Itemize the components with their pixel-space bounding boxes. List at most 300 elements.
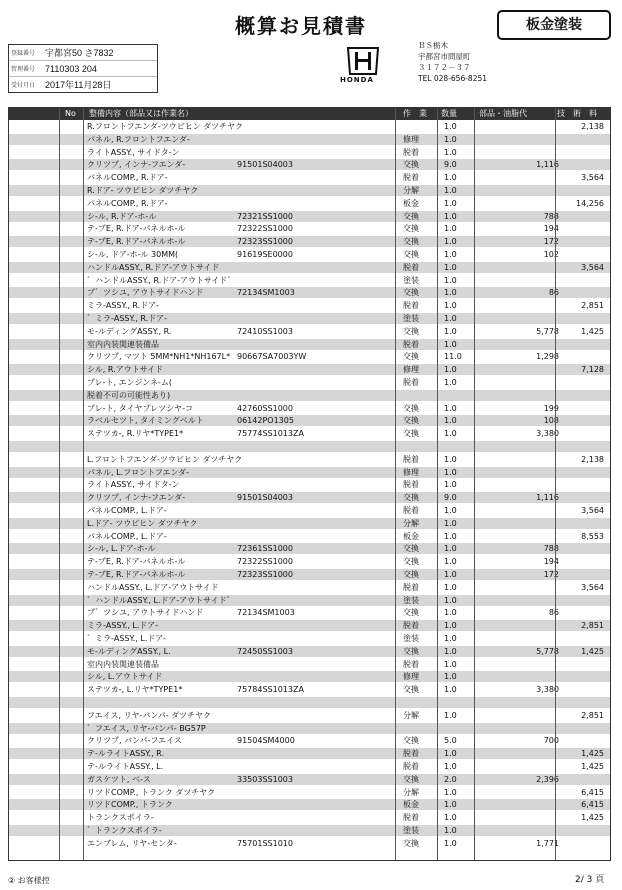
quantity: 1.0 [444, 570, 457, 579]
table-row [9, 684, 610, 695]
quantity: 1.0 [444, 826, 457, 835]
table-row [9, 339, 610, 350]
quantity: 1.0 [444, 762, 457, 771]
info-row-date [9, 77, 157, 92]
item-description: トランクスポイラ- [87, 813, 154, 823]
table-row [9, 467, 610, 478]
work-type: 塗装 [403, 634, 419, 643]
quantity: 1.0 [444, 429, 457, 439]
work-type: 修理 [403, 672, 419, 682]
parts-fee: 102 [543, 250, 559, 259]
table-row [9, 492, 610, 503]
item-description: ミラ-ASSY., R.ドア- [87, 301, 159, 311]
work-type: 塗装 [403, 275, 419, 285]
item-description: クリツプ, インナ-フエンダ- [87, 160, 186, 170]
dealer-info [418, 40, 487, 84]
dealer-number: ３１７２－３７ [418, 63, 471, 72]
quantity: 1.0 [444, 262, 457, 272]
quantity: 1.0 [444, 544, 457, 554]
work-type: 脱着 [403, 749, 419, 759]
work-type: 交換 [403, 429, 419, 439]
parts-fee: 172 [543, 237, 559, 247]
item-description: ゛トランクスポイラ- [87, 826, 162, 835]
part-number: 72410SS1003 [237, 326, 293, 336]
table-row [9, 275, 610, 286]
tech-fee: 8,553 [581, 531, 604, 541]
item-description: テ-ルライトASSY., L. [87, 762, 164, 771]
work-type: 交換 [403, 288, 419, 298]
table-row [9, 735, 610, 746]
part-number: 72322SS1000 [237, 224, 293, 234]
work-type: 修理 [403, 365, 419, 375]
table-row [9, 761, 610, 772]
item-description: ハンドルASSY., R.ドア-アウトサイド [87, 262, 220, 272]
quantity: 1.0 [444, 659, 457, 669]
part-number: 91504SM4000 [237, 736, 295, 746]
tech-fee: 3,564 [581, 582, 604, 592]
item-description: クリツプ, マツト 5MM*NH1*NH167L* [87, 352, 231, 362]
quantity: 1.0 [444, 467, 457, 477]
work-type: 脱着 [403, 582, 419, 592]
item-description: パネルCOMP., R.ドア- [87, 198, 168, 208]
work-type: 脱着 [403, 173, 419, 183]
work-type: 交換 [403, 326, 419, 336]
item-description: L.フロントフエンダ-ツウビヒン ダツチヤク [87, 454, 243, 464]
table-row [9, 223, 610, 234]
table-row [9, 172, 610, 183]
tech-fee: 3,564 [581, 262, 604, 272]
table-row [9, 710, 610, 721]
dealer-tel: TEL 028-656-8251 [418, 74, 488, 83]
quantity: 1.0 [444, 800, 457, 810]
work-type: 分解 [403, 518, 419, 528]
item-description: シ-ル, R.ドア-ホ-ル [87, 211, 157, 221]
table-row [9, 198, 610, 209]
item-description: モ-ルディングASSY., L. [87, 646, 171, 656]
item-description: 室内内装関連装備品 [87, 339, 159, 349]
quantity: 1.0 [444, 813, 457, 823]
item-description: テ-プE, R.ドア-パネルホ-ル [87, 570, 186, 579]
info-row-management [9, 61, 157, 77]
table-row [9, 556, 610, 567]
quantity: 1.0 [444, 365, 457, 375]
work-type: 脱着 [403, 301, 419, 311]
work-type: 脱着 [403, 762, 419, 771]
table-row [9, 262, 610, 273]
work-type: 交換 [403, 570, 419, 579]
page-title: 概算お見積書 [235, 14, 367, 38]
work-type: 交換 [403, 736, 419, 746]
work-type: 分解 [403, 787, 419, 797]
quantity: 1.0 [444, 301, 457, 311]
work-type: 交換 [403, 608, 419, 618]
brand-name: HONDA [340, 76, 374, 84]
header-parts-fee: 部品・油脂代 [479, 109, 527, 118]
work-type: 脱着 [403, 339, 419, 349]
item-description: クリツプ, バンパ-フエイス [87, 736, 182, 746]
column-divider [555, 108, 556, 860]
tech-fee: 14,256 [576, 198, 604, 208]
item-description: シル, R.アウトサイド [87, 365, 164, 375]
quantity: 1.0 [444, 621, 457, 631]
table-row [9, 543, 610, 554]
parts-fee: 3,380 [536, 685, 559, 695]
work-type: 交換 [403, 685, 419, 695]
item-description: ガスケツト, ベ-ス [87, 774, 151, 784]
table-row [9, 505, 610, 516]
part-number: 72361SS1000 [237, 544, 293, 554]
item-description: ステツカ-, R.リヤ*TYPE1* [87, 429, 184, 439]
table-row [9, 774, 610, 785]
quantity: 1.0 [444, 506, 457, 515]
quantity: 1.0 [444, 454, 457, 464]
parts-fee: 3,380 [536, 429, 559, 439]
work-type: 板金 [403, 531, 419, 541]
work-type: 交換 [403, 211, 419, 221]
table-row [9, 748, 610, 759]
item-description: リツドCOMP., トランク [87, 800, 173, 810]
table-row [9, 479, 610, 490]
item-description: 室内内装関連装備品 [87, 659, 159, 669]
table-row [9, 454, 610, 465]
item-description: ハンドルASSY., L.ドア-アウトサイド [87, 582, 219, 592]
quantity: 1.0 [444, 186, 457, 195]
item-description: ゛ミラ-ASSY., R.ドア- [87, 314, 167, 323]
item-description: シ-ル, L.ドア-ホ-ル [87, 544, 156, 554]
category-badge: 板金塗装 [497, 10, 611, 40]
parts-fee: 86 [548, 288, 559, 298]
header-work: 作 業 [403, 109, 427, 118]
part-number: 72321SS1000 [237, 211, 293, 221]
quantity: 1.0 [444, 237, 457, 247]
header-no: No [65, 109, 76, 118]
tech-fee: 2,138 [581, 122, 604, 131]
quantity: 2.0 [444, 774, 457, 784]
item-description: テ-ルライトASSY., R. [87, 749, 164, 759]
item-description: プ゛ツシユ, アウトサイドハンド [87, 288, 204, 298]
work-type: 脱着 [403, 813, 419, 823]
work-type: 脱着 [403, 454, 419, 464]
table-row [9, 569, 610, 580]
work-type: 脱着 [403, 147, 419, 157]
work-type: 交換 [403, 160, 419, 170]
table-row [9, 441, 610, 452]
tech-fee: 7,128 [581, 365, 604, 375]
item-description: R.ドア- ツウビヒン ダツチヤク [87, 186, 199, 195]
tech-fee: 1,425 [581, 749, 604, 759]
parts-fee: 700 [543, 736, 559, 746]
part-number: 90667SA7003YW [237, 352, 307, 362]
item-description: リツドCOMP., トランク ダツチヤク [87, 787, 216, 797]
quantity: 1.0 [444, 173, 457, 183]
table-row [9, 799, 610, 810]
table-row [9, 313, 610, 324]
item-description: ライトASSY., サイドタ-ン [87, 147, 180, 157]
item-description: 脱着不可の可能性あり) [87, 390, 171, 400]
table-row [9, 646, 610, 657]
table-row [9, 326, 610, 337]
work-type: 交換 [403, 838, 419, 848]
item-description: ライトASSY., サイドタ-ン [87, 480, 180, 490]
item-description: テ-プE, R.ドア-パネルホ-ル [87, 237, 186, 247]
quantity: 1.0 [444, 749, 457, 759]
work-type: 分解 [403, 186, 419, 195]
parts-fee: 1,298 [536, 352, 559, 362]
table-row [9, 838, 610, 849]
quantity: 1.0 [444, 147, 457, 157]
work-type: 板金 [403, 800, 419, 810]
table-row [9, 287, 610, 298]
quantity: 1.0 [444, 595, 457, 605]
tech-fee: 1,425 [581, 762, 604, 771]
work-type: 交換 [403, 544, 419, 554]
table-row [9, 377, 610, 388]
work-type: 交換 [403, 774, 419, 784]
table-row [9, 390, 610, 401]
item-description: モ-ルディングASSY., R. [87, 326, 172, 336]
table-row [9, 147, 610, 158]
tech-fee: 2,851 [581, 710, 604, 720]
part-number: 75774SS1013ZA [237, 429, 304, 439]
parts-fee: 788 [543, 211, 559, 221]
quantity: 1.0 [444, 634, 457, 643]
part-number: 91501S04003 [237, 493, 293, 503]
quantity: 1.0 [444, 557, 457, 567]
work-type: 脱着 [403, 621, 419, 631]
tech-fee: 2,851 [581, 301, 604, 311]
item-description: パネルCOMP., R.ドア- [87, 173, 168, 183]
quantity: 1.0 [444, 224, 457, 234]
quantity: 1.0 [444, 838, 457, 848]
work-type: 交換 [403, 352, 419, 362]
table-row [9, 531, 610, 542]
estimate-table [8, 107, 611, 861]
quantity: 1.0 [444, 250, 457, 259]
item-description: パネルCOMP., L.ドア- [87, 506, 167, 515]
work-type: 交換 [403, 224, 419, 234]
work-type: 交換 [403, 493, 419, 503]
table-row [9, 249, 610, 260]
quantity: 1.0 [444, 403, 457, 413]
quantity: 1.0 [444, 122, 457, 131]
quantity: 1.0 [444, 531, 457, 541]
parts-fee: 194 [543, 557, 559, 567]
part-number: 72134SM1003 [237, 608, 295, 618]
parts-fee: 194 [543, 224, 559, 234]
parts-fee: 1,116 [536, 160, 559, 170]
parts-fee: 5,778 [536, 326, 559, 336]
parts-fee: 1,116 [536, 493, 559, 503]
quantity: 1.0 [444, 339, 457, 349]
vehicle-info-box [8, 44, 158, 93]
info-value: 7110303 204 [45, 63, 97, 74]
column-divider [59, 108, 60, 860]
tech-fee: 1,425 [581, 813, 604, 823]
table-row [9, 300, 610, 311]
info-label: 登録番号 [11, 50, 36, 57]
work-type: 交換 [403, 237, 419, 247]
part-number: 06142PO1305 [237, 416, 294, 426]
quantity: 1.0 [444, 416, 457, 426]
table-row [9, 595, 610, 606]
table-row [9, 787, 610, 798]
info-label: 受付月日 [11, 82, 36, 89]
work-type: 脱着 [403, 378, 419, 387]
item-description: テ-プE, R.ドア-パネルホ-ル [87, 224, 186, 234]
item-description: テ-プE, R.ドア-パネルホ-ル [87, 557, 186, 567]
table-header [9, 108, 610, 120]
dealer-name: ＢＳ栃木 [418, 41, 448, 50]
info-value: 2017年11月28日 [45, 80, 112, 90]
part-number: 72322SS1000 [237, 557, 293, 567]
part-number: 72450SS1003 [237, 646, 293, 656]
quantity: 1.0 [444, 288, 457, 298]
info-value: 宇都宮50 さ7832 [45, 48, 114, 58]
item-description: L.ドア- ツウビヒン ダツチヤク [87, 518, 198, 528]
quantity: 1.0 [444, 326, 457, 336]
item-description: フエイス, リヤ-バンパ- ダツチヤク [87, 710, 211, 720]
part-number: 42760SS1000 [237, 403, 293, 413]
table-row [9, 518, 610, 529]
item-description: パネルCOMP., L.ドア- [87, 531, 167, 541]
info-row-registration [9, 45, 157, 61]
dealer-address: 宇都宮市問屋町 [418, 52, 471, 61]
table-row [9, 659, 610, 670]
table-row [9, 415, 610, 426]
parts-fee: 5,778 [536, 646, 559, 656]
table-row [9, 671, 610, 682]
part-number: 33503SS1003 [237, 774, 293, 784]
quantity: 1.0 [444, 314, 457, 323]
header-qty: 数量 [441, 109, 457, 118]
tech-fee: 6,415 [581, 800, 604, 810]
item-description: シル, L.アウトサイド [87, 672, 163, 682]
table-row [9, 121, 610, 132]
work-type: 交換 [403, 416, 419, 426]
table-row [9, 351, 610, 362]
parts-fee: 86 [548, 608, 559, 618]
quantity: 1.0 [444, 710, 457, 720]
item-description: プレ-ト, タイヤプレツシヤ-コ [87, 403, 194, 413]
quantity: 1.0 [444, 685, 457, 695]
work-type: 脱着 [403, 659, 419, 669]
column-divider [437, 108, 438, 860]
part-number: 72323SS1000 [237, 570, 293, 579]
item-description: ミラ-ASSY., L.ドア- [87, 621, 159, 631]
copy-label: ② お客様控 [8, 876, 50, 885]
table-row [9, 633, 610, 644]
tech-fee: 1,425 [581, 646, 604, 656]
quantity: 9.0 [444, 160, 457, 170]
table-row [9, 825, 610, 836]
parts-fee: 2,396 [536, 774, 559, 784]
part-number: 91619SE0000 [237, 250, 293, 259]
column-divider [395, 108, 396, 860]
tech-fee: 2,138 [581, 454, 604, 464]
item-description: ゛ハンドルASSY., R.ドア-アウトサイド゛ [87, 275, 236, 285]
parts-fee: 199 [543, 403, 559, 413]
table-row [9, 159, 610, 170]
parts-fee: 1,771 [536, 838, 559, 848]
item-description: プ゛ツシユ, アウトサイドハンド [87, 608, 204, 618]
work-type: 交換 [403, 403, 419, 413]
work-type: 脱着 [403, 506, 419, 515]
honda-logo-icon [343, 46, 383, 76]
part-number: 91501S04003 [237, 160, 293, 170]
item-description: ゛ミラ-ASSY., L.ドア- [87, 634, 167, 643]
quantity: 9.0 [444, 493, 457, 503]
header-tech-fee: 技 術 料 [557, 109, 597, 118]
part-number: 75784SS1013ZA [237, 685, 304, 695]
quantity: 1.0 [444, 378, 457, 387]
work-type: 脱着 [403, 480, 419, 490]
item-description: ステツカ-, L.リヤ*TYPE1* [87, 685, 183, 695]
table-row [9, 620, 610, 631]
parts-fee: 172 [543, 570, 559, 579]
item-description: シ-ル, ドア-ホ-ル 30MM( [87, 250, 179, 259]
work-type: 修理 [403, 467, 419, 477]
item-description: ゛ハンドルASSY., L.ドア-アウトサイド゛ [87, 595, 235, 605]
table-row [9, 607, 610, 618]
work-type: 板金 [403, 198, 419, 208]
info-label: 管理番号 [11, 66, 36, 73]
work-type: 塗装 [403, 595, 419, 605]
table-row [9, 134, 610, 145]
item-description: クリツプ, インナ-フエンダ- [87, 493, 186, 503]
quantity: 1.0 [444, 608, 457, 618]
table-row [9, 403, 610, 414]
part-number: 72323SS1000 [237, 237, 293, 247]
tech-fee: 6,415 [581, 787, 604, 797]
parts-fee: 788 [543, 544, 559, 554]
part-number: 72134SM1003 [237, 288, 295, 298]
tech-fee: 2,851 [581, 621, 604, 631]
table-row [9, 697, 610, 708]
quantity: 1.0 [444, 787, 457, 797]
work-type: 脱着 [403, 262, 419, 272]
item-description: プレ-ト, エンジンネ-ム( [87, 378, 173, 387]
quantity: 1.0 [444, 672, 457, 682]
header-desc: 整備内容（部品又は作業名） [89, 109, 193, 118]
tech-fee: 3,564 [581, 506, 604, 515]
item-description: エンブレム, リヤ-センタ- [87, 838, 177, 848]
work-type: 修理 [403, 134, 419, 144]
table-row [9, 723, 610, 734]
quantity: 1.0 [444, 518, 457, 528]
work-type: 塗装 [403, 826, 419, 835]
column-divider [83, 108, 84, 860]
quantity: 5.0 [444, 736, 457, 746]
work-type: 分解 [403, 710, 419, 720]
quantity: 1.0 [444, 646, 457, 656]
item-description: ラベルセツト, タイミングベルト [87, 416, 204, 426]
item-description: パネル, R.フロントフエンダ- [87, 134, 190, 144]
work-type: 塗装 [403, 314, 419, 323]
parts-fee: 108 [543, 416, 559, 426]
quantity: 1.0 [444, 198, 457, 208]
quantity: 1.0 [444, 134, 457, 144]
work-type: 交換 [403, 557, 419, 567]
table-row [9, 428, 610, 439]
quantity: 1.0 [444, 275, 457, 285]
quantity: 11.0 [444, 352, 462, 362]
quantity: 1.0 [444, 582, 457, 592]
item-description: R.フロントフエンダ-ツウビヒン ダツチヤク [87, 122, 244, 131]
table-row [9, 236, 610, 247]
part-number: 75701SS1010 [237, 838, 293, 848]
table-row [9, 812, 610, 823]
work-type: 交換 [403, 646, 419, 656]
